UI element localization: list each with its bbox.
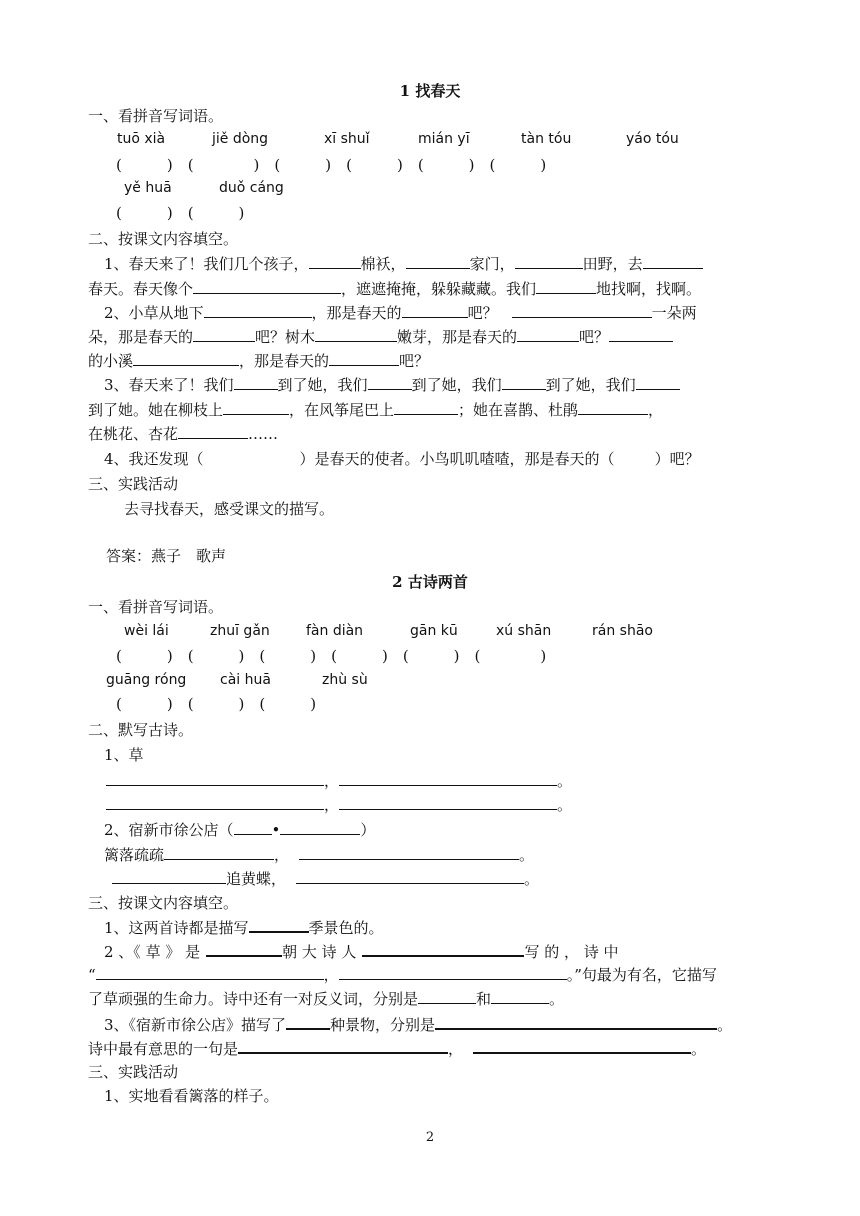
text: 嫩芽，那是春天的 <box>397 328 518 346</box>
pinyin: wèi lái <box>124 623 169 639</box>
fill-line <box>88 1038 706 1059</box>
poem-title <box>104 820 375 840</box>
blank[interactable] <box>249 917 309 933</box>
blank[interactable] <box>309 254 361 269</box>
text: 。 <box>717 1016 733 1034</box>
text: ， <box>324 772 340 790</box>
s1-q2-heading: 二、按课文内容填空。 <box>88 230 239 248</box>
blank[interactable] <box>193 327 255 342</box>
pinyin: yáo tóu <box>626 131 679 147</box>
poem-title: 1、草 <box>104 746 144 764</box>
text: 4、我还发现（ <box>104 450 204 468</box>
blank[interactable] <box>368 375 412 390</box>
blank[interactable] <box>193 279 341 294</box>
text: 。 <box>557 796 573 814</box>
text: 了草顽强的生命力。诗中还有一对反义词，分别是 <box>88 990 419 1008</box>
answer-brackets: ( ) ( ) ( ) ( ) ( ) ( ) <box>116 647 547 665</box>
blank[interactable] <box>402 303 468 318</box>
text: ，那是春天的 <box>311 304 402 322</box>
pinyin: xī shuǐ <box>324 131 370 147</box>
pinyin: duǒ cáng <box>219 180 284 196</box>
blank[interactable] <box>339 795 557 810</box>
blank[interactable] <box>394 400 458 415</box>
fill-line <box>88 400 663 420</box>
blank[interactable] <box>204 303 312 318</box>
lesson2-title: 2 古诗两首 <box>392 573 468 591</box>
pinyin: zhù sù <box>322 672 368 688</box>
poem-line <box>106 795 572 815</box>
blank[interactable] <box>178 424 248 439</box>
text: 3、春天来了！我们 <box>104 376 234 394</box>
pinyin: yě huā <box>124 180 172 196</box>
text: ， <box>648 401 664 419</box>
text: 到了她，我们 <box>277 376 368 394</box>
text: “ <box>88 966 96 984</box>
fill-line <box>104 1014 732 1035</box>
s2-q4-heading: 三、实践活动 <box>88 1063 179 1081</box>
blank[interactable] <box>515 254 583 269</box>
s1-q1-heading: 一、看拼音写词语。 <box>88 107 224 125</box>
text: 田野，去 <box>582 255 643 273</box>
text: ）吧？ <box>654 450 700 468</box>
fill-line <box>88 424 278 444</box>
poem-line <box>104 845 534 865</box>
blank[interactable] <box>164 845 274 860</box>
text: 2、小草从地下 <box>104 304 204 322</box>
text: 。 <box>519 846 535 864</box>
fill-line <box>104 254 703 274</box>
blank[interactable] <box>339 771 557 786</box>
fill-line <box>88 989 564 1009</box>
text: 到了她。她在柳枝上 <box>88 401 224 419</box>
practice-text: 去寻找春天，感受课文的描写。 <box>124 500 335 518</box>
blank[interactable] <box>299 845 519 860</box>
text: 种景物，分别是 <box>330 1016 436 1034</box>
text: 1、春天来了！我们几个孩子， <box>104 255 309 273</box>
text: ，在风筝尾巴上 <box>289 401 395 419</box>
pinyin: tàn tóu <box>521 131 572 147</box>
blank[interactable] <box>286 1014 330 1030</box>
pinyin: tuō xià <box>117 131 166 147</box>
text: ， <box>324 796 340 814</box>
answer-brackets: ( ) ( ) ( ) ( ) ( ) ( ) <box>116 156 547 174</box>
fill-line <box>104 917 384 938</box>
text: …… <box>248 425 279 443</box>
practice-text: 1、实地看看篱落的样子。 <box>104 1087 279 1105</box>
pinyin: mián yī <box>418 131 470 147</box>
text: 的小溪 <box>88 352 134 370</box>
answer-text: 答案：燕子 歌声 <box>106 547 227 565</box>
s2-q3-heading: 三、按课文内容填空。 <box>88 894 239 912</box>
pinyin: gān kū <box>410 623 458 639</box>
pinyin: xú shān <box>496 623 552 639</box>
text: 。 <box>557 772 573 790</box>
blank[interactable] <box>517 327 579 342</box>
text: 。 <box>549 990 565 1008</box>
blank[interactable] <box>238 1038 448 1054</box>
text: ）是春天的使者。小鸟叽叽喳喳，那是春天的（ <box>299 450 615 468</box>
blank[interactable] <box>234 820 272 835</box>
blank[interactable] <box>418 989 476 1004</box>
fill-line <box>88 327 673 347</box>
blank[interactable] <box>643 254 703 269</box>
text: 2、宿新市徐公店（ <box>104 821 234 839</box>
poem-line <box>106 771 572 791</box>
text: 吧？ <box>399 352 430 370</box>
blank[interactable] <box>406 254 470 269</box>
pinyin: jiě dòng <box>212 131 269 147</box>
blank[interactable] <box>578 400 648 415</box>
pinyin: guāng róng <box>106 672 187 688</box>
text: 1、这两首诗都是描写 <box>104 919 249 937</box>
text: ， <box>323 966 339 984</box>
text: 棉袄， <box>360 255 406 273</box>
text: • <box>271 821 281 839</box>
pinyin: zhuī gǎn <box>210 623 270 639</box>
text: 朵，那是春天的 <box>88 328 194 346</box>
poem-line <box>112 869 539 889</box>
lesson1-title: 1 找春天 <box>399 82 461 100</box>
s1-q3-heading: 三、实践活动 <box>88 475 179 493</box>
text: 追黄蝶， <box>226 870 287 888</box>
pinyin: fàn diàn <box>306 623 364 639</box>
blank[interactable] <box>106 795 324 810</box>
blank[interactable] <box>234 375 278 390</box>
pinyin: cài huā <box>220 672 271 688</box>
blank[interactable] <box>280 820 360 835</box>
text: 一朵两 <box>651 304 697 322</box>
blank[interactable] <box>223 400 289 415</box>
text: ；她在喜鹊、杜鹃 <box>458 401 579 419</box>
text: ，遮遮掩掩，躲躲藏藏。我们 <box>341 280 537 298</box>
blank[interactable] <box>435 1014 717 1030</box>
answer-brackets: ( ) ( ) ( ) <box>116 695 317 713</box>
text: 家门， <box>469 255 515 273</box>
text: 到了她，我们 <box>411 376 502 394</box>
text: 季景色的。 <box>308 919 384 937</box>
fill-line <box>88 351 429 371</box>
text: ， <box>448 1040 464 1058</box>
text: 2 、《 草 》 是 <box>104 943 201 961</box>
pinyin: rán shāo <box>592 623 653 639</box>
text: 。 <box>524 870 540 888</box>
blank[interactable] <box>96 965 324 980</box>
blank[interactable] <box>339 965 567 980</box>
blank[interactable] <box>296 869 524 884</box>
s2-q1-heading: 一、看拼音写词语。 <box>88 598 224 616</box>
blank[interactable] <box>636 375 680 390</box>
blank[interactable] <box>112 869 226 884</box>
text: 吧？ <box>467 304 498 322</box>
fill-line <box>104 941 619 962</box>
answer-brackets: ( ) ( ) <box>116 204 245 222</box>
text: 地找啊，找啊。 <box>596 280 702 298</box>
blank[interactable] <box>133 351 239 366</box>
text: 诗中最有意思的一句是 <box>88 1040 239 1058</box>
blank[interactable] <box>206 941 282 957</box>
text: 和 <box>476 990 492 1008</box>
s2-q2-heading: 二、默写古诗。 <box>88 721 194 739</box>
text: 篱落疏疏 <box>104 846 165 864</box>
blank[interactable] <box>502 375 546 390</box>
blank[interactable] <box>473 1038 691 1054</box>
page-number: 2 <box>425 1130 435 1145</box>
text: 。 <box>691 1040 707 1058</box>
blank[interactable] <box>315 327 397 342</box>
text: ， <box>274 846 290 864</box>
blank[interactable] <box>512 303 652 318</box>
fill-line <box>88 965 717 985</box>
blank[interactable] <box>491 989 549 1004</box>
text: 吧？树木 <box>255 328 316 346</box>
blank[interactable] <box>609 327 673 342</box>
fill-line <box>104 375 680 395</box>
fill-line <box>88 279 701 299</box>
fill-line <box>104 449 700 469</box>
blank[interactable] <box>536 279 596 294</box>
text: 到了她，我们 <box>545 376 636 394</box>
text: 春天。春天像个 <box>88 280 194 298</box>
text: 朝 大 诗 人 <box>282 943 357 961</box>
blank[interactable] <box>329 351 399 366</box>
text: 吧？ <box>579 328 610 346</box>
text: 写 的 ， 诗 中 <box>524 943 619 961</box>
blank[interactable] <box>106 771 324 786</box>
blank[interactable] <box>362 941 524 957</box>
text: ） <box>360 821 376 839</box>
text: ，那是春天的 <box>239 352 330 370</box>
text: 在桃花、杏花 <box>88 425 179 443</box>
text: 3、《宿新市徐公店》描写了 <box>104 1016 287 1034</box>
fill-line <box>104 303 697 323</box>
text: 。”句最为有名，它描写 <box>566 966 717 984</box>
